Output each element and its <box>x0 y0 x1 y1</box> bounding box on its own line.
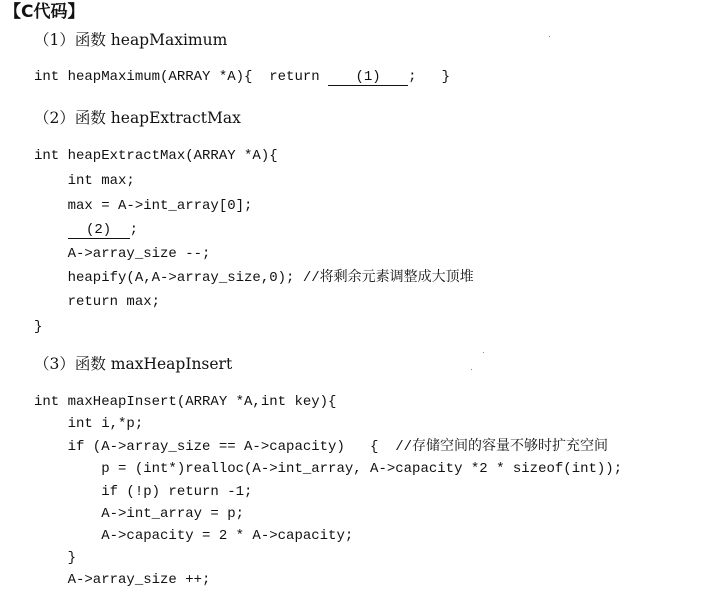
code-line: A->array_size ++; <box>34 572 211 588</box>
document-title: 【C代码】 <box>4 2 85 22</box>
code-line: if (A->array_size == A->capacity) { //存储空间的容量不够时扩充空间 <box>34 439 609 455</box>
answer-blank-2: (2) <box>68 222 130 239</box>
code-line: A->capacity = 2 * A->capacity; <box>34 528 354 544</box>
code-line: max = A->int_array[0]; <box>34 198 253 214</box>
code-indent <box>34 222 68 238</box>
section-3-heading: （3）函数 maxHeapInsert <box>34 355 233 373</box>
code-line: } <box>34 319 43 335</box>
code-line: int max; <box>34 173 135 189</box>
code-line: A->int_array = p; <box>34 506 245 522</box>
code-text: ; } <box>408 69 451 85</box>
code-text: int heapMaximum(ARRAY *A){ return <box>34 69 329 85</box>
code-line-blank-2 <box>34 221 138 239</box>
code-line: A->array_size --; <box>34 246 211 262</box>
code-line: int i,*p; <box>34 416 144 432</box>
code-line: p = (int*)realloc(A->int_array, A->capacity *2 * sizeof(int)); <box>34 461 623 477</box>
scan-speck <box>549 36 550 37</box>
code-text: ; <box>129 222 139 238</box>
code-line: int maxHeapInsert(ARRAY *A,int key){ <box>34 394 337 410</box>
code-line: int heapExtractMax(ARRAY *A){ <box>34 148 278 164</box>
code-line-heapmaximum <box>34 68 450 86</box>
code-line: } <box>34 550 77 566</box>
section-2-heading: （2）函数 heapExtractMax <box>34 109 241 127</box>
code-line: heapify(A,A->array_size,0); //将剩余元素调整成大顶堆 <box>34 270 474 286</box>
section-1-heading: （1）函数 heapMaximum <box>34 31 228 49</box>
answer-blank-1: (1) <box>328 69 408 86</box>
code-line: return max; <box>34 294 161 310</box>
code-line: if (!p) return -1; <box>34 484 253 500</box>
scan-speck <box>471 369 472 370</box>
scan-speck <box>483 352 484 353</box>
